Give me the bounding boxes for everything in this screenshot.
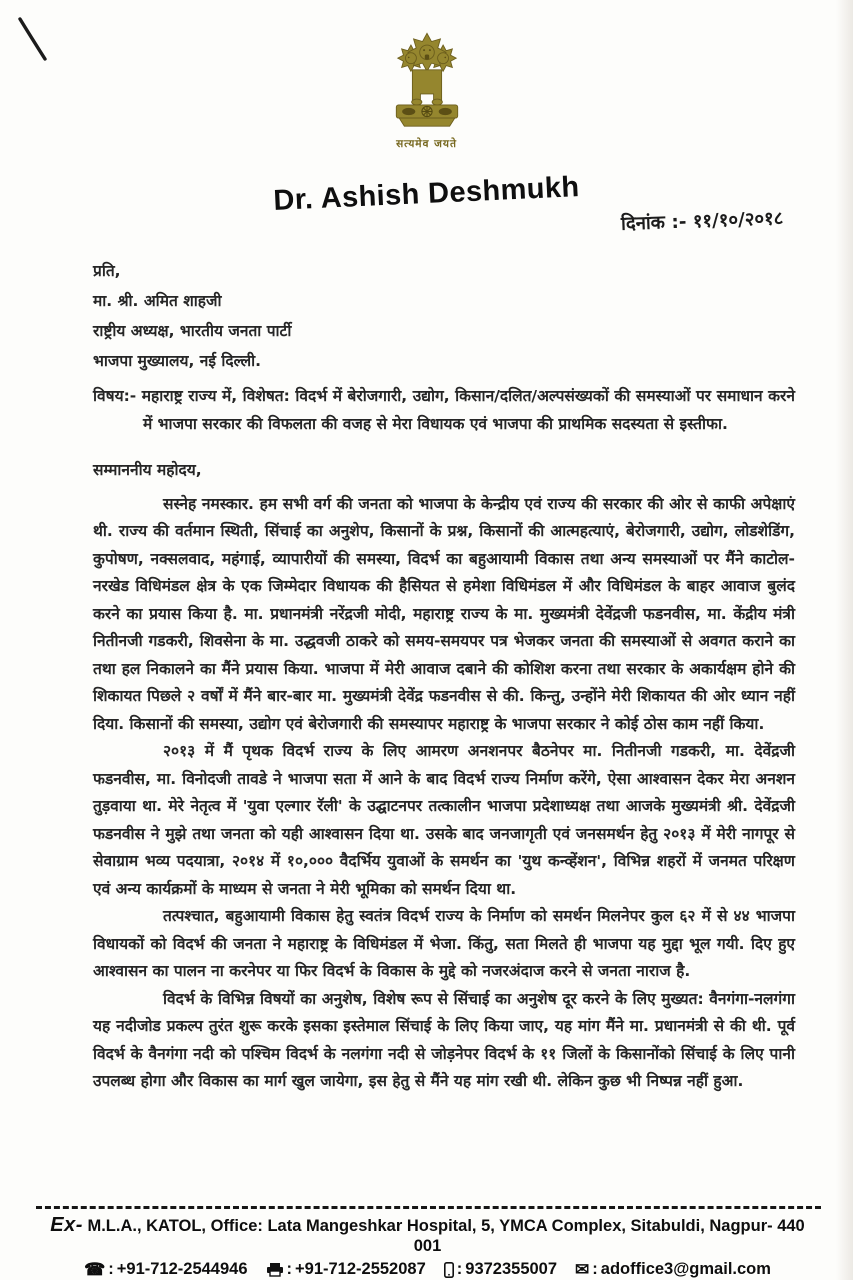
separator: :	[108, 1260, 114, 1278]
recipient-address: भाजपा मुख्यालय, नई दिल्ली.	[93, 352, 262, 370]
recipient-to: प्रति,	[93, 262, 121, 280]
fax-printer-icon	[266, 1262, 284, 1277]
footer-dashed-rule	[36, 1206, 821, 1209]
footer-fax	[266, 1260, 426, 1279]
mobile-number: 9372355007	[465, 1260, 558, 1278]
mobile-phone-icon	[444, 1262, 454, 1278]
footer-email	[575, 1260, 771, 1279]
separator: :	[456, 1260, 463, 1278]
subject-line	[93, 383, 795, 438]
letter-body	[93, 256, 795, 1096]
email-address: adoffice3@gmail.com	[600, 1260, 771, 1278]
emblem-of-india-icon	[383, 26, 471, 132]
footer-phone	[84, 1260, 247, 1279]
paragraph-3: तत्पश्चात, बहुआयामी विकास हेतु स्वतंत्र विदर्भ राज्य के निर्माण को समर्थन मिलनेपर कुल ६२ में से ४४ भाजपा विधायकों को विदर्भ की जनता ने महाराष्ट्र के विधिमंडल में भेजा. किंतु, सता मिलते ही भाजपा यह मुद्दा भूल गयी. दिए हुए आश्वासन का पालन ना करनेपर या फिर विदर्भ के विकास के मुद्दे को नजरअंदाज करने से जनता नाराज है.	[93, 907, 795, 980]
paragraph-1: सस्नेह नमस्कार. हम सभी वर्ग की जनता को भाजपा के केन्द्रीय एवं राज्य की सरकार की ओर से काफी अपेक्षाएं थी. राज्य की वर्तमान स्थिती, सिंचाई का अनुशेप, किसानों के प्रश्न, किसानों की आत्महत्याएं, बेरोजगारी, उद्योग, लोडशेडिंग, कुपोषण, नक्सलवाद, महंगाई, व्यापारीयों की समस्या, विदर्भ का बहुआयामी विकास तथा अन्य समस्याओं पर मैंने काटोल-नरखेड विधिमंडल क्षेत्र के एक जिम्मेदार विधायक की हैसियत से हमेशा विधिमंडल में और विधिमंडल के बाहर आवाज बुलंद करने का प्रयास किया है. मा. प्रधानमंत्री नरेंद्रजी मोदी, महाराष्ट्र राज्य के मा. मुख्यमंत्री देवेंद्रजी फडनवीस, मा. केंद्रीय मंत्री नितीनजी गडकरी, शिवसेना के मा. उद्धवजी ठाकरे को समय-समयपर पत्र भेजकर जनता की समस्याओं से अवगत कराने का तथा हल निकालने का मैंने प्रयास किया. भाजपा में मेरी आवाज दबाने की कोशिश करना तथा सरकार के अकार्यक्षम होने की शिकायत पिछले २ वर्षों में मैंने बार-बार मा. मुख्यमंत्री देवेंद्र फडनवीस से की. किन्तु, उन्होंने मेरी शिकायत की ओर ध्यान नहीं दिया. किसानों की समस्या, उद्योग एवं बेरोजगारी की समस्यापर महाराष्ट्र के भाजपा सरकार ने कोई ठोस काम नहीं किया.	[93, 494, 795, 733]
paragraph-4: विदर्भ के विभिन्न विषयों का अनुशेष, विशेष रूप से सिंचाई का अनुशेष दूर करने के लिए मुख्यत: वैनगंगा-नलगंगा यह नदीजोड प्रकल्प तुरंत शुरू करके इसका इस्तेमाल सिंचाई के लिए किया जाए, यह मांग मैंने मा. प्रधानमंत्री से की थी. पूर्व विदर्भ के वैनगंगा नदी को पश्चिम विदर्भ के नलगंगा नदी से जोड़नेपर विदर्भ के ११ जिलों के किसानोंको सिंचाई के लिए पानी उपलब्ध होगा और विकास का मार्ग खुल जायेगा, इस हेतु से मैंने यह मांग रखी थी. लेकिन कुछ भी निष्पन्न नहीं हुआ.	[93, 989, 795, 1090]
phone-number: +91-712-2544946	[116, 1260, 248, 1278]
fax-number: +91-712-2552087	[295, 1260, 426, 1278]
letterhead-name: Dr. Ashish Deshmukh	[272, 171, 581, 217]
envelope-icon: ✉	[575, 1260, 590, 1279]
emblem-motto: सत्यमेव जयते	[396, 138, 457, 150]
letter-date: दिनांक :- ११/१०/२०१८	[620, 208, 784, 235]
separator: :	[286, 1260, 293, 1278]
footer-contact-line	[40, 1260, 815, 1279]
footer-mobile	[444, 1260, 557, 1279]
paragraph-2: २०१३ में मैं पृथक विदर्भ राज्य के लिए आमरण अनशनपर बैठनेपर मा. नितीनजी गडकरी, मा. देवेंद्रजी फडनवीस, मा. विनोदजी तावडे ने भाजपा सता में आने के बाद विदर्भ राज्य निर्माण करेंगे, ऐसा आश्वासन देकर मेरा अनशन तुड़वाया था. मेरे नेतृत्व में 'युवा एल्गार रॅली' के उद्घाटनपर तत्कालीन भाजपा प्रदेशाध्यक्ष तथा आजके मुख्यमंत्री श्री. देवेंद्रजी फडनवीस ने मुझे तथा जनता को यही आश्वासन दिया था. उसके बाद जनजागृती एवं जनसमर्थन हेतु २०१३ में मेरी नागपूर से सेवाग्राम भव्य पदयात्रा, २०१४ में १०,००० वैदर्भिय युवाओं के समर्थन का 'युथ कन्व्हेंशन', विभिन्न शहरों में जनमत परिक्षण एवं अन्य कार्यक्रमों के माध्यम से जनता ने मेरी भूमिका को समर्थन दिया था.	[93, 742, 795, 898]
recipient-name: मा. श्री. अमित शाहजी	[93, 292, 222, 310]
ex-mla-prefix: Ex-	[50, 1214, 83, 1236]
subject-text: महाराष्ट्र राज्य में, विशेषत: विदर्भ में बेरोजगारी, उद्योग, किसान/दलित/अल्पसंख्यकों की समस्याओं पर समाधान करने में भाजपा सरकार की विफलता की वजह से मेरा विधायक एवं भाजपा की प्राथमिक सदस्यता से इस्तीफा.	[141, 387, 795, 433]
subject-label: विषय:-	[93, 387, 137, 405]
separator: :	[592, 1260, 598, 1278]
greeting: सम्माननीय महोदय,	[93, 461, 202, 479]
footer	[40, 1214, 815, 1279]
recipient-title: राष्ट्रीय अध्यक्ष, भारतीय जनता पार्टी	[93, 322, 292, 340]
letterhead-emblem	[0, 26, 853, 151]
footer-office-address: M.L.A., KATOL, Office: Lata Mangeshkar Hospital, 5, YMCA Complex, Sitabuldi, Nagpur- 440 001	[82, 1217, 805, 1255]
footer-address-line	[40, 1214, 815, 1256]
recipient-block	[93, 256, 795, 376]
telephone-icon: ☎	[84, 1260, 106, 1279]
